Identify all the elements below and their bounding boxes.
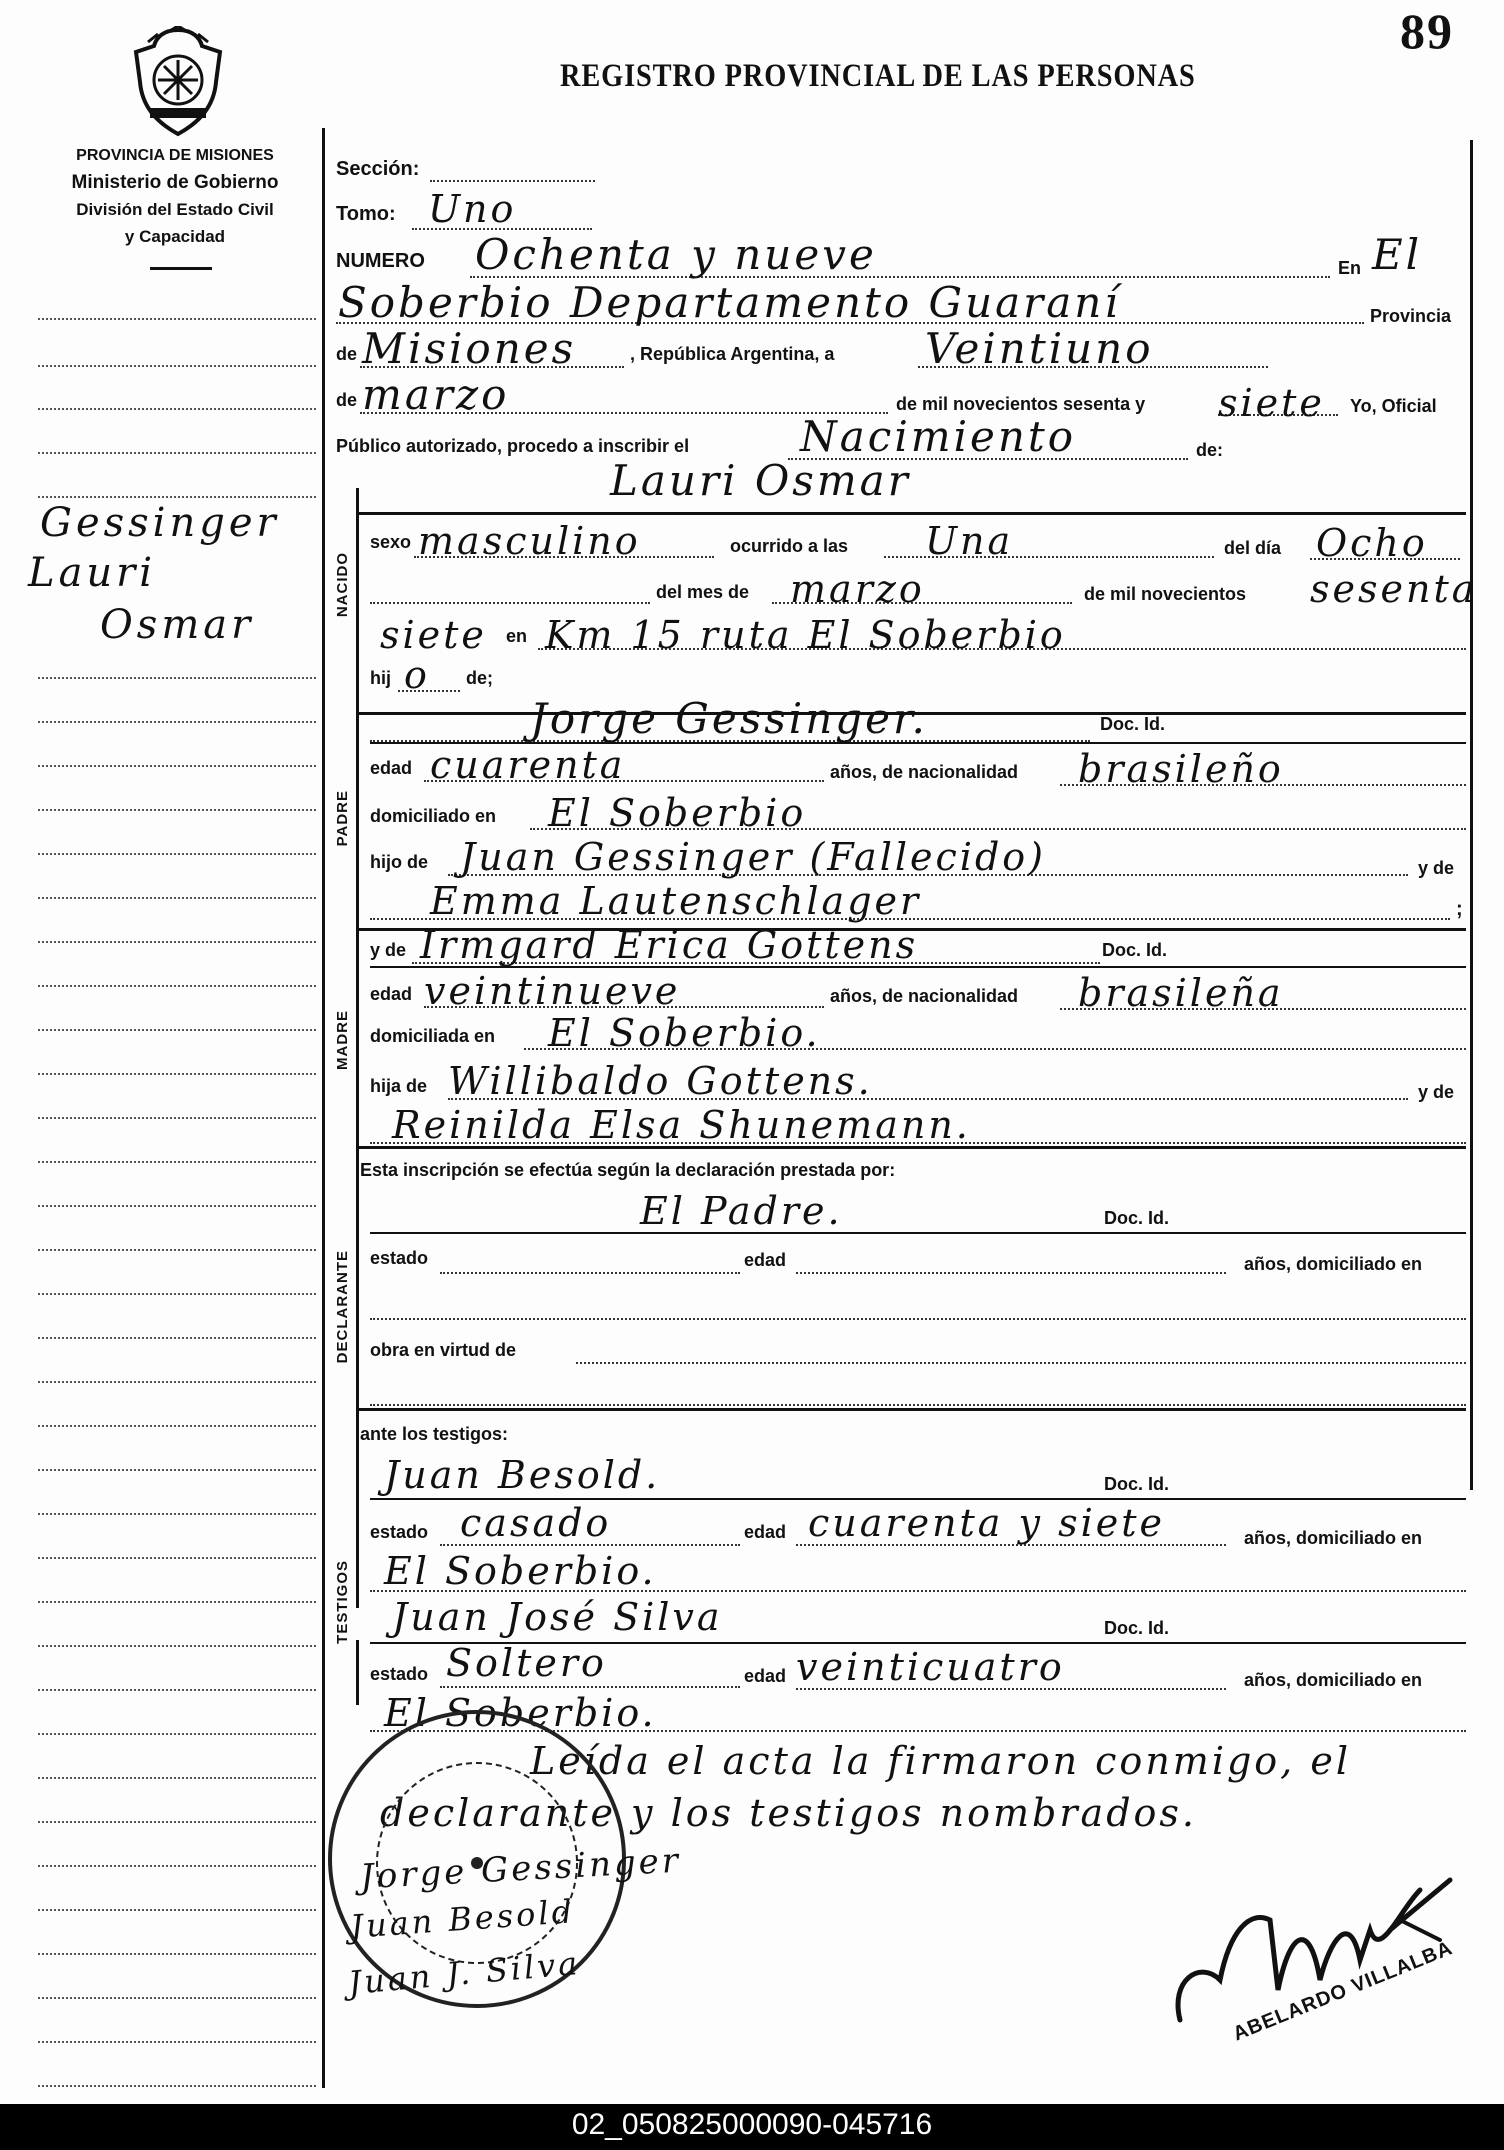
form-right-border	[1470, 140, 1473, 1490]
margin-rule	[38, 1381, 316, 1383]
madre-edad-value: veintinueve	[424, 969, 681, 1013]
lugar-value: Soberbio Departamento Guaraní	[338, 278, 1121, 327]
section-border-testigos	[356, 1640, 359, 1705]
signature-declarante: Jorge Gessinger	[359, 1840, 682, 1898]
del-dia-label: del día	[1224, 538, 1282, 558]
margin-rule	[38, 365, 316, 367]
margin-rule	[38, 1205, 316, 1207]
madre-doc-label: Doc. Id.	[1102, 940, 1168, 960]
tomo-label: Tomo:	[336, 203, 396, 225]
margin-rule	[38, 1425, 316, 1427]
de-mes-label: de	[336, 390, 358, 410]
en-label: En	[1338, 258, 1362, 278]
margin-rule	[38, 1733, 316, 1735]
margin-rule	[38, 897, 316, 899]
padre-doc-label: Doc. Id.	[1100, 714, 1166, 734]
margin-rule	[38, 1249, 316, 1251]
testigo2-nombre: Juan José Silva	[392, 1595, 723, 1639]
madre-madre-de-value: Reinilda Elsa Shunemann.	[392, 1103, 971, 1147]
margin-rule	[38, 1865, 316, 1867]
signature-testigo-1: Juan Besold	[348, 1892, 577, 1946]
margin-rule	[38, 1513, 316, 1515]
publico-label: Público autorizado, procedo a inscribir el	[336, 436, 690, 456]
numero-label: NUMERO	[336, 250, 425, 272]
declarante-doc-label: Doc. Id.	[1104, 1208, 1170, 1228]
office-province: PROVINCIA DE MISIONES	[76, 147, 274, 164]
hijo-value: o	[404, 653, 430, 697]
padre-nacionalidad-value: brasileño	[1078, 747, 1284, 791]
testigos-section-label: TESTIGOS	[334, 1560, 351, 1644]
hijo-de-label: de;	[466, 668, 493, 688]
margin-rule	[38, 496, 316, 498]
madre-bottom-rule	[356, 1146, 1466, 1149]
madre-y-de2-label: y de	[1418, 1082, 1455, 1102]
margin-note-name1: Lauri	[28, 550, 157, 596]
declarante-nombre-value: El Padre.	[640, 1189, 843, 1233]
declarante-intro-label: Esta inscripción se efectúa según la declaración prestada por:	[360, 1160, 896, 1180]
madre-nacionalidad-value: brasileña	[1078, 971, 1284, 1015]
mes-nac-value: marzo	[790, 567, 925, 611]
issuing-office	[20, 142, 330, 250]
margin-rule	[38, 1469, 316, 1471]
declarante-estado-label: estado	[370, 1248, 429, 1268]
declarante-nombre-rule	[370, 1232, 1466, 1234]
declarante-extra-line	[370, 1404, 1466, 1406]
closing-line-1: Leída el acta la firmaron conmigo, el	[530, 1739, 1351, 1783]
padre-madre-de-value: Emma Lautenschlager	[430, 879, 922, 923]
office-ministry: Ministerio de Gobierno	[71, 172, 279, 193]
testigo2-estado: Soltero	[446, 1641, 607, 1685]
madre-section-label: MADRE	[334, 1010, 351, 1070]
margin-rule	[38, 765, 316, 767]
padre-section-label: PADRE	[334, 790, 351, 847]
declarante-bottom-rule	[356, 1408, 1466, 1411]
form-left-border	[322, 128, 325, 2088]
margin-rule	[38, 1909, 316, 1911]
margin-rule	[38, 1029, 316, 1031]
margin-rule	[38, 318, 316, 320]
republica-label: , República Argentina, a	[630, 344, 835, 364]
hijo-label: hij	[370, 668, 391, 688]
margin-rule	[38, 1117, 316, 1119]
margin-rule	[38, 809, 316, 811]
testigo2-edad: veinticuatro	[796, 1645, 1065, 1689]
margin-note-surname: Gessinger	[40, 500, 280, 546]
margin-rule	[38, 1293, 316, 1295]
en-value: El	[1372, 230, 1423, 279]
provincia-value: Misiones	[362, 324, 577, 373]
anio-value: siete	[1218, 381, 1325, 425]
de2-label: de:	[1196, 440, 1223, 460]
hora-value: Una	[925, 519, 1014, 563]
madre-y-de-label: y de	[370, 940, 407, 960]
testigo1-domicilio: El Soberbio.	[384, 1549, 657, 1593]
declarante-domicilio-line	[370, 1318, 1466, 1320]
margin-rule	[38, 408, 316, 410]
padre-nacionalidad-label: años, de nacionalidad	[830, 762, 1019, 782]
margin-rule	[38, 1557, 316, 1559]
testigo2-edad-label: edad	[744, 1666, 787, 1686]
office-division: División del Estado Civil	[76, 200, 274, 219]
tomo-value: Uno	[428, 187, 517, 231]
testigos-intro-label: ante los testigos:	[360, 1424, 509, 1444]
nacido-top-rule	[356, 512, 1466, 515]
nacido-blank-line	[370, 602, 650, 604]
de-label: de	[336, 344, 358, 364]
testigo1-domicilio-label: años, domiciliado en	[1244, 1528, 1423, 1548]
testigo1-estado-label: estado	[370, 1522, 429, 1542]
madre-domicilio-label: domiciliada en	[370, 1026, 496, 1046]
provincia-label: Provincia	[1370, 306, 1452, 326]
nacido-section-label: NACIDO	[334, 552, 351, 618]
dia-value: Veintiuno	[925, 324, 1154, 373]
anio-nac-value: sesenta	[1310, 567, 1478, 611]
dia-nac-value: Ocho	[1316, 521, 1428, 565]
testigo1-doc-label: Doc. Id.	[1104, 1474, 1170, 1494]
margin-rule	[38, 1777, 316, 1779]
oficial-label: Yo, Oficial	[1350, 396, 1437, 416]
margin-rule	[38, 2085, 316, 2087]
testigo1-edad-label: edad	[744, 1522, 787, 1542]
margin-rule	[38, 1953, 316, 1955]
office-underline	[150, 267, 212, 270]
madre-nacionalidad-label: años, de nacionalidad	[830, 986, 1019, 1006]
margin-note-name2: Osmar	[100, 602, 255, 648]
padre-semicolon: ;	[1456, 898, 1463, 920]
office-capacity: y Capacidad	[124, 227, 226, 246]
coat-of-arms-seal	[128, 26, 228, 138]
anio2-nac-value: siete	[380, 613, 487, 657]
declarante-edad-line	[796, 1272, 1226, 1274]
madre-domicilio-value: El Soberbio.	[548, 1011, 821, 1055]
padre-domicilio-value: El Soberbio	[548, 791, 807, 835]
margin-rule	[38, 452, 316, 454]
sexo-value: masculino	[418, 519, 641, 563]
closing-line-2: declarante y los testigos nombrados.	[380, 1791, 1197, 1835]
signature-testigo-2: Juan J. Silva	[346, 1943, 582, 2003]
ocurrido-label: ocurrido a las	[730, 536, 849, 556]
testigo2-estado-line	[440, 1686, 740, 1688]
margin-rule	[38, 1601, 316, 1603]
padre-y-de-label: y de	[1418, 858, 1455, 878]
officer-name-stamp: ABELARDO VILLALBA	[1230, 1937, 1456, 2046]
margin-rule	[38, 1161, 316, 1163]
padre-domicilio-label: domiciliado en	[370, 806, 497, 826]
declarante-obra-line	[576, 1362, 1466, 1364]
testigo2-domicilio-label: años, domiciliado en	[1244, 1670, 1423, 1690]
margin-rule	[38, 2041, 316, 2043]
margin-rule	[38, 1337, 316, 1339]
madre-padre-de-value: Willibaldo Gottens.	[448, 1059, 873, 1103]
sexo-label: sexo	[370, 532, 412, 552]
margin-rule	[38, 1645, 316, 1647]
seccion-line	[430, 180, 595, 182]
margin-rule	[38, 985, 316, 987]
testigo1-estado: casado	[460, 1501, 612, 1545]
declarante-section-label: DECLARANTE	[334, 1250, 351, 1364]
anio-nac-label: de mil novecientos	[1084, 584, 1247, 604]
nacido-nombre: Lauri Osmar	[610, 456, 911, 505]
madre-hija-de-label: hija de	[370, 1076, 428, 1096]
page-number: 89	[1400, 3, 1454, 59]
margin-rule	[38, 721, 316, 723]
anio-label: de mil novecientos sesenta y	[896, 394, 1146, 414]
madre-nombre-value: Irmgard Erica Gottens	[420, 923, 919, 967]
padre-padre-de-value: Juan Gessinger (Fallecido)	[460, 835, 1046, 879]
padre-hijo-de-label: hijo de	[370, 852, 428, 872]
margin-rule	[38, 1073, 316, 1075]
page-title: REGISTRO PROVINCIAL DE LAS PERSONAS	[560, 58, 1196, 94]
margin-rule	[38, 1821, 316, 1823]
margin-rule	[38, 677, 316, 679]
numero-value: Ochenta y nueve	[475, 230, 877, 279]
declarante-edad-label: edad	[744, 1250, 787, 1270]
testigo2-estado-label: estado	[370, 1664, 429, 1684]
declarante-obra-label: obra en virtud de	[370, 1340, 517, 1360]
margin-rule	[38, 1997, 316, 1999]
margin-rule	[38, 853, 316, 855]
margin-rule	[38, 941, 316, 943]
testigo2-doc-label: Doc. Id.	[1104, 1618, 1170, 1638]
acto-value: Nacimiento	[800, 412, 1077, 461]
del-mes-label: del mes de	[656, 582, 750, 602]
section-border	[356, 488, 359, 1608]
margin-rule	[38, 1689, 316, 1691]
declarante-estado-line	[440, 1272, 740, 1274]
testigo1-nombre: Juan Besold.	[384, 1453, 661, 1497]
testigo1-edad: cuarenta y siete	[808, 1501, 1165, 1545]
seccion-label: Sección:	[336, 158, 420, 180]
padre-edad-label: edad	[370, 758, 413, 778]
mes-value: marzo	[362, 370, 510, 419]
en-nac-label: en	[506, 626, 528, 646]
testigo2-domicilio: El Soberbio.	[384, 1691, 657, 1735]
declarante-domicilio-label: años, domiciliado en	[1244, 1254, 1423, 1274]
padre-edad-value: cuarenta	[430, 743, 626, 787]
footer-code: 02_050825000090-045716	[571, 2108, 933, 2141]
madre-edad-label: edad	[370, 984, 413, 1004]
lugar-nac-value: Km 15 ruta El Soberbio	[545, 613, 1066, 657]
padre-nombre-value: Jorge Gessinger.	[530, 694, 928, 743]
